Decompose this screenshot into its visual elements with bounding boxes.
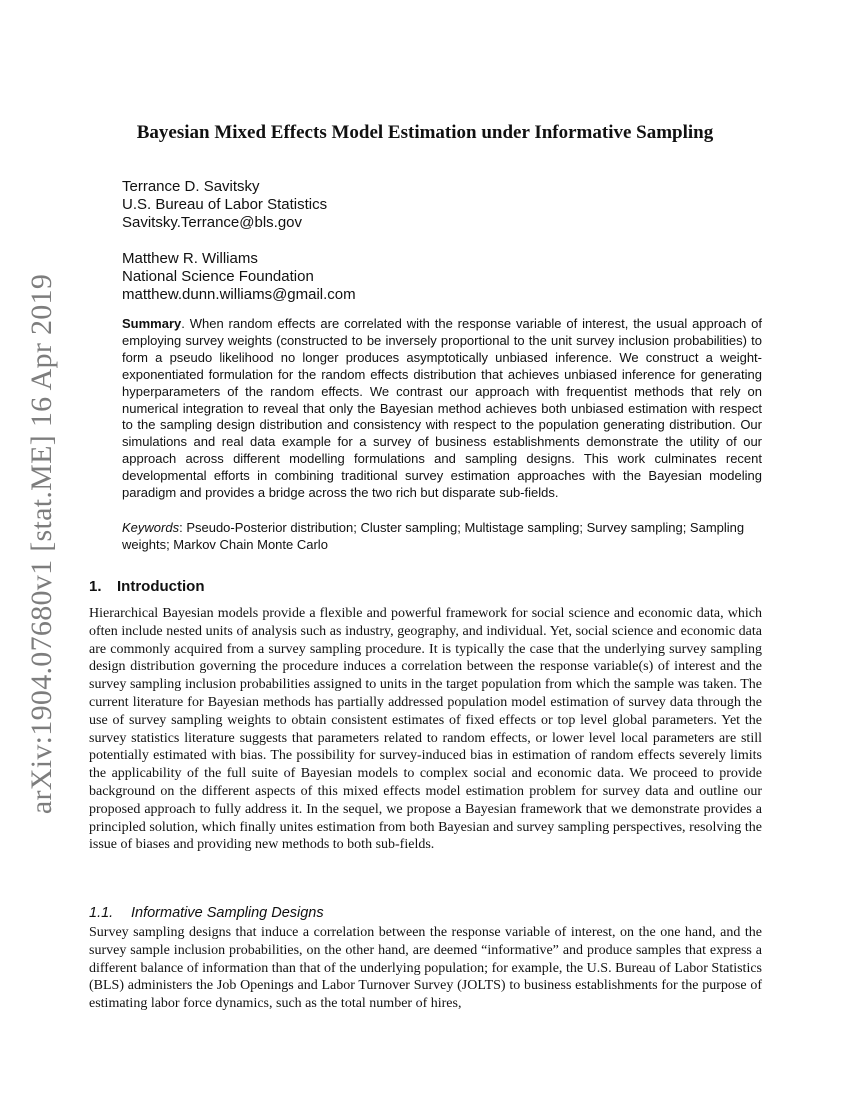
summary-label: Summary xyxy=(122,316,182,331)
summary-text: When random effects are correlated with the response variable of interest, the usual approach of employing survey weights (constructed to be inversely proportional to the unit survey inclusion probabilities) to form a pseudo likelihood no longer produces asymptotically unbiased inference. We construct a weight-exponentiated formulation for the random effects distribution that achieves unbiased inference for generating hyperparameters of the random effects. We contrast our approach with frequentist methods that rely on numerical integration to reveal that only the Bayesian method achieves both unbiased estimation with respect to the sampling design distribution and consistency with respect to the population generating distribution. Our simulations and real data example for a survey of business establishments demonstrate the utility of our approach across different modelling formulations and sampling designs. This work culminates recent developmental efforts in combining traditional survey estimation approaches with the Bayesian modeling paradigm and provides a bridge across the two rich but disparate sub-fields. xyxy=(122,316,762,501)
author-affiliation: U.S. Bureau of Labor Statistics xyxy=(122,196,328,213)
subsection-paragraph: Survey sampling designs that induce a correlation between the response variable of interest, on the one hand, and the survey sample inclusion probabilities, on the other hand, are deemed “informative” and produce samples that express a different balance of information than that of the underlying population; for example, the U.S. Bureau of Labor Statistics (BLS) administers the Job Openings and Labor Turnover Survey (JOLTS) to business establishments for the purpose of estimating labor force dynamics, such as the total number of hires, xyxy=(89,925,762,1012)
paper-title: Bayesian Mixed Effects Model Estimation under Informative Sampling xyxy=(136,122,714,143)
author-name: Matthew R. Williams xyxy=(122,250,258,267)
author-name: Terrance D. Savitsky xyxy=(122,178,260,195)
author-affiliation: National Science Foundation xyxy=(122,268,314,285)
subsection-heading xyxy=(89,905,324,921)
section-heading xyxy=(89,578,204,595)
section-title: Introduction xyxy=(117,578,205,595)
arxiv-margin-stamp: arXiv:1904.07680v1 [stat.ME] 16 Apr 2019 xyxy=(25,273,58,815)
author-email: Savitsky.Terrance@bls.gov xyxy=(122,214,303,231)
intro-paragraph: Hierarchical Bayesian models provide a flexible and powerful framework for social science and economic data, which often include nested units of analysis such as industry, geography, and individual. Yet, social science and economic data are commonly acquired from a survey sampling procedure. It is typically the case that the underlying survey sampling design distribution governing the procedure induces a correlation between the response variable(s) of interest and the survey sampling inclusion probabilities assigned to units in the target population from which the sample was taken. The current literature for Bayesian methods has partially addressed population model estimation of survey data through the use of survey sampling weights to obtain consistent estimates of fixed effects or top level global parameters. Yet the survey statistics literature suggests that parameters related to random effects, or lower level local parameters are still potentially estimated with bias. The possibility for survey-induced bias in estimation of random effects severely limits the applicability of the full suite of Bayesian models to complex social and economic data. We proceed to provide background on the different aspects of this mixed effects model estimation problem for survey data and outline our proposed approach to fully address it. In the sequel, we propose a Bayesian framework that we demonstrate provides a principled solution, which finally unites estimation from both Bayesian and survey sampling perspectives, resolving the issue of biases and providing new methods to both sub-fields. xyxy=(89,606,762,853)
section-number: 1. xyxy=(89,578,102,595)
author-email: matthew.dunn.williams@gmail.com xyxy=(122,286,356,303)
subsection-number: 1.1. xyxy=(89,905,114,921)
author-block-2 xyxy=(122,250,356,304)
keywords-label: Keywords xyxy=(122,520,180,535)
summary-abstract: Summary. When random effects are correlated with the response variable of interest, the usual approach of employing survey weights (constructed to be inversely proportional to the unit survey inclusion probabilities) to form a pseudo likelihood no longer produces asymptotically unbiased inference. We construct a weight-exponentiated formulation for the random effects distribution that achieves unbiased inference for generating hyperparameters of the random effects. We contrast our approach with frequentist methods that rely on numerical integration to reveal that only the Bayesian method achieves both unbiased estimation with respect to the sampling design distribution and consistency with respect to the population generating distribution. Our simulations and real data example for a survey of business establishments demonstrate the utility of our approach across different modelling formulations and sampling designs. This work culminates recent developmental efforts in combining traditional survey estimation approaches with the Bayesian modeling paradigm and provides a bridge across the two rich but disparate sub-fields. xyxy=(122,316,762,501)
author-block-1 xyxy=(122,178,327,232)
keywords-text: Pseudo-Posterior distribution; Cluster sampling; Multistage sampling; Survey sampling; Sampling weights; Markov Chain Monte Carlo xyxy=(122,520,745,552)
subsection-title: Informative Sampling Designs xyxy=(131,905,324,921)
keywords-block: Keywords: Pseudo-Posterior distribution; Cluster sampling; Multistage sampling; Survey sampling; Sampling weights; Markov Chain Monte Carlo xyxy=(122,520,745,552)
